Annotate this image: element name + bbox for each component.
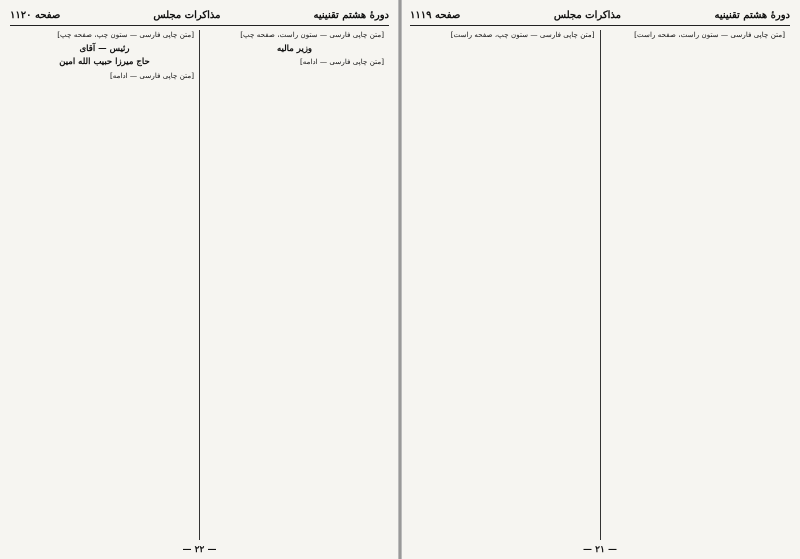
header-title: مذاکرات مجلس <box>553 9 622 21</box>
section-heading: وزیر مالیه <box>276 43 313 54</box>
header-term: دورهٔ هشتم تقنینیه <box>714 9 790 21</box>
page-header <box>410 8 790 26</box>
header-page-number: صفحه ۱۱۱۹ <box>410 9 461 21</box>
header-title: مذاکرات مجلس <box>153 9 221 21</box>
paragraph: [متن چاپی فارسی — ستون راست، صفحه راست] <box>634 30 785 39</box>
page-footer: — ۲۲ — <box>182 545 217 555</box>
page-footer: — ۲۱ — <box>583 545 617 555</box>
paragraph: [متن چاپی فارسی — ادامه] <box>299 57 384 67</box>
paragraph: [متن چاپی فارسی — ستون راست، صفحه چپ] <box>240 30 384 39</box>
text-columns <box>10 30 389 540</box>
text-column-right <box>601 30 791 540</box>
header-term: دورهٔ هشتم تقنینیه <box>313 9 389 21</box>
paragraph: [متن چاپی فارسی — ستون چپ، صفحه چپ] <box>57 30 194 39</box>
text-column-left <box>10 30 200 540</box>
text-columns <box>410 30 790 540</box>
paragraph: [متن چاپی فارسی — ستون چپ، صفحه راست] <box>450 30 595 39</box>
page-right <box>400 0 800 559</box>
paragraph: [متن چاپی فارسی — ادامه] <box>109 70 194 80</box>
header-page-number: صفحه ۱۱۲۰ <box>10 9 61 21</box>
text-column-left <box>410 30 601 540</box>
speaker-name: حاج میرزا حبیب الله امین <box>59 57 150 68</box>
text-column-right <box>200 30 389 540</box>
section-heading: رئیس — آقای <box>79 43 130 54</box>
page-header <box>10 8 389 26</box>
